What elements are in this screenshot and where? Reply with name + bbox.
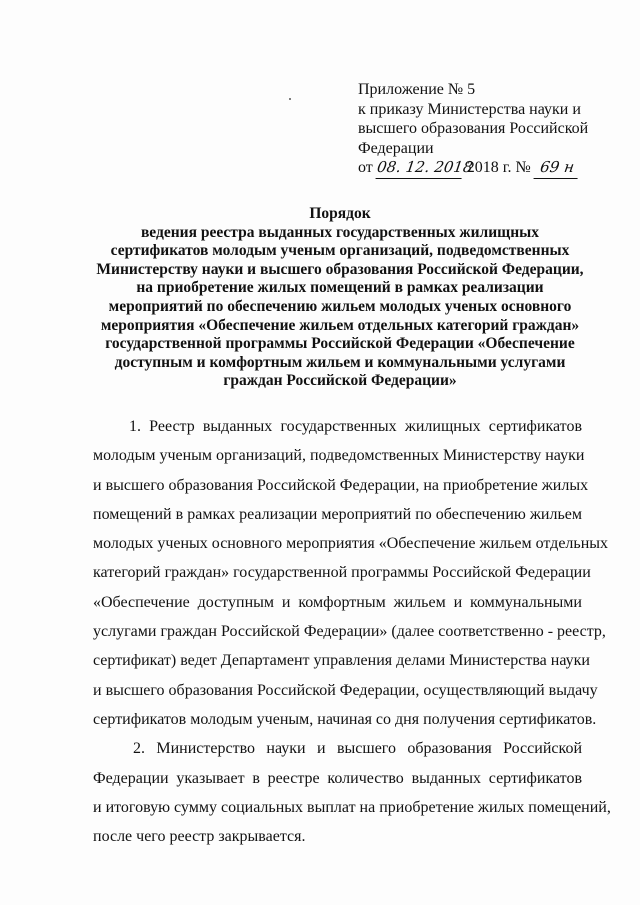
appendix-ministry: высшего образования Российской	[358, 120, 589, 137]
paragraph-line: и высшего образования Российской Федерации, осуществляющий выдачу	[93, 681, 598, 699]
paragraph-1	[93, 412, 609, 734]
title-line: мероприятий по обеспечению жильем молодых ученых основного	[108, 297, 572, 315]
paragraph-line: сертификат) ведет Департамент управления делами Министерства науки	[93, 652, 590, 670]
appendix-date-row	[358, 158, 598, 179]
title-line: мероприятия «Обеспечение жильем отдельных категорий граждан»	[100, 316, 580, 334]
title-heading: Порядок	[309, 205, 371, 222]
title-line: граждан Российской Федерации»	[223, 372, 457, 390]
document-title	[90, 205, 590, 391]
appendix-header	[358, 80, 598, 179]
paragraph-2	[93, 734, 611, 851]
appendix-number: Приложение № 5	[358, 81, 476, 98]
document-body	[93, 412, 611, 851]
title-line: государственной программы Российской Федерации «Обеспечение	[105, 335, 575, 353]
title-line: Министерству науки и высшего образования Российской Федерации,	[96, 260, 584, 278]
paragraph-line: «Обеспечение доступным и комфортным жильем и коммунальными	[93, 593, 582, 611]
title-line: ведения реестра выданных государственных жилищных	[140, 223, 540, 241]
paragraph-line: помещений в рамках реализации мероприятий по обеспечению жильем	[93, 505, 582, 523]
handwritten-order-number: 69 н	[533, 158, 580, 179]
handwritten-date: 08. 12. 2018	[375, 158, 464, 179]
appendix-federation: Федерации	[358, 139, 434, 157]
title-line: на приобретение жилых помещений в рамках реализации	[136, 279, 544, 297]
scan-speck	[289, 98, 291, 100]
date-prefix: от	[358, 159, 373, 176]
title-line: доступным и комфортным жильем и коммунальными услугами	[114, 353, 566, 371]
paragraph-line: молодых ученых основного мероприятия «Обеспечение жильем отдельных	[93, 535, 609, 553]
year-suffix: 2018 г. №	[466, 159, 531, 176]
paragraph-line: молодым ученым организаций, подведомственных Министерству науки	[93, 447, 585, 465]
paragraph-line: категорий граждан» государственной программы Российской Федерации	[93, 564, 591, 582]
paragraph-line: и итоговую сумму социальных выплат на приобретение жилых помещений,	[93, 798, 611, 816]
paragraph-line: и высшего образования Российской Федерации, на приобретение жилых	[93, 476, 589, 494]
paragraph-line: 1. Реестр выданных государственных жилищных сертификатов	[129, 418, 582, 435]
paragraph-line: 2. Министерство науки и высшего образования Российской	[133, 740, 582, 758]
appendix-order-ref: к приказу Министерства науки и	[358, 100, 581, 118]
paragraph-line: сертификатов молодым ученым, начиная со дня получения сертификатов.	[93, 710, 597, 728]
paragraph-line: услугами граждан Российской Федерации» (далее соответственно - реестр,	[93, 623, 606, 641]
paragraph-line: Федерации указывает в реестре количество выданных сертификатов	[93, 769, 582, 787]
title-line: сертификатов молодым ученым организаций, подведомственных	[110, 242, 570, 260]
paragraph-line: после чего реестр закрывается.	[93, 828, 306, 846]
